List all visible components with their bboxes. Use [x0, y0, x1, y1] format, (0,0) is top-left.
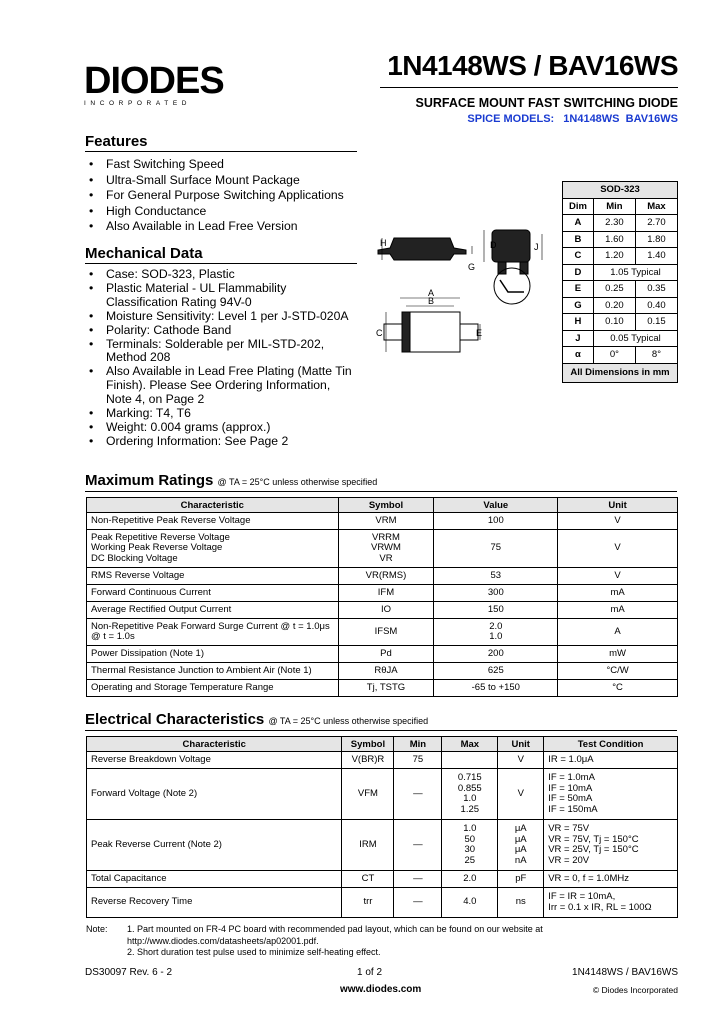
- elec-test-condition: IR = 1.0μA: [544, 752, 678, 769]
- max-characteristic: Non-Repetitive Peak Reverse Voltage: [87, 513, 339, 530]
- max-value: 2.0 1.0: [434, 619, 558, 646]
- dim-row: [563, 347, 678, 364]
- dim-value: 1.60: [593, 231, 635, 248]
- dim-label-b: B: [428, 296, 435, 306]
- dim-row: [563, 281, 678, 298]
- max-characteristic: Forward Continuous Current: [87, 585, 339, 602]
- footer-page: 1 of 2: [357, 967, 383, 978]
- mechanical-item: • Ordering Information: See Page 2: [86, 435, 358, 449]
- title-rule: [380, 87, 678, 88]
- max-value: 200: [434, 646, 558, 663]
- max-unit: mA: [558, 585, 678, 602]
- dim-name: H: [563, 314, 594, 331]
- max-row: [87, 530, 678, 568]
- features-rule: [85, 151, 357, 152]
- part-subtitle: SURFACE MOUNT FAST SWITCHING DIODE: [415, 96, 678, 110]
- max-unit: V: [558, 530, 678, 568]
- max-value: 53: [434, 568, 558, 585]
- elec-min: 75: [394, 752, 442, 769]
- spice-label: SPICE MODELS:: [467, 113, 555, 125]
- mechanical-item: • Marking: T4, T6: [86, 407, 358, 421]
- max-row: [87, 568, 678, 585]
- dim-label-j: J: [534, 242, 539, 252]
- dim-value: 2.70: [635, 215, 677, 232]
- mechanical-list: [86, 268, 358, 449]
- dim-table-title: SOD-323: [563, 182, 678, 199]
- elec-test-condition: IF = IR = 10mA, Irr = 0.1 x IR, RL = 100Ω: [544, 888, 678, 918]
- max-row: [87, 619, 678, 646]
- dim-name: E: [563, 281, 594, 298]
- feature-item: • Also Available in Lead Free Version: [86, 219, 361, 235]
- elec-min: —: [394, 871, 442, 888]
- elec-unit: ns: [498, 888, 544, 918]
- dim-name: A: [563, 215, 594, 232]
- dim-value: 0.15: [635, 314, 677, 331]
- max-value: 100: [434, 513, 558, 530]
- dim-typical: 0.05 Typical: [593, 330, 677, 347]
- max-symbol: Tj, TSTG: [338, 680, 434, 697]
- dim-value: 0.25: [593, 281, 635, 298]
- footer-website-link[interactable]: www.diodes.com: [340, 984, 422, 995]
- max-row: [87, 663, 678, 680]
- dim-value: 0.35: [635, 281, 677, 298]
- max-ratings-rule: [85, 491, 677, 492]
- elec-row: [87, 820, 678, 871]
- elec-test-condition: IF = 1.0mA IF = 10mA IF = 50mA IF = 150mA: [544, 769, 678, 820]
- feature-item: • Fast Switching Speed: [86, 157, 361, 173]
- max-unit: V: [558, 568, 678, 585]
- max-value: 300: [434, 585, 558, 602]
- dimensions-table: [562, 181, 678, 383]
- dim-value: 0.40: [635, 297, 677, 314]
- max-ratings-table: [86, 497, 678, 697]
- electrical-title: Electrical Characteristics: [85, 711, 265, 728]
- max-row: [87, 680, 678, 697]
- max-header-cell: Symbol: [338, 498, 434, 513]
- elec-characteristic: Reverse Breakdown Voltage: [87, 752, 342, 769]
- max-unit: mW: [558, 646, 678, 663]
- elec-symbol: VFM: [342, 769, 394, 820]
- dim-name: B: [563, 231, 594, 248]
- dim-label-h: H: [380, 238, 387, 248]
- elec-unit: V: [498, 752, 544, 769]
- elec-header-cell: Unit: [498, 737, 544, 752]
- elec-min: —: [394, 888, 442, 918]
- electrical-heading: [85, 711, 428, 728]
- max-characteristic: Operating and Storage Temperature Range: [87, 680, 339, 697]
- mechanical-heading: Mechanical Data: [85, 245, 203, 262]
- dim-value: 0.20: [593, 297, 635, 314]
- dim-row: [563, 314, 678, 331]
- logo-subtext: INCORPORATED: [84, 100, 192, 107]
- max-header-cell: Value: [434, 498, 558, 513]
- elec-max: 1.0 50 30 25: [442, 820, 498, 871]
- elec-header-cell: Min: [394, 737, 442, 752]
- elec-min: —: [394, 820, 442, 871]
- spice-models-link[interactable]: 1N4148WS BAV16WS: [563, 113, 678, 125]
- elec-max: [442, 752, 498, 769]
- dim-typical: 1.05 Typical: [593, 264, 677, 281]
- dim-name: G: [563, 297, 594, 314]
- max-characteristic: Thermal Resistance Junction to Ambient Air (Note 1): [87, 663, 339, 680]
- dim-label-a: A: [428, 288, 435, 298]
- max-characteristic: Average Rectified Output Current: [87, 602, 339, 619]
- feature-item: • For General Purpose Switching Applications: [86, 188, 361, 204]
- max-unit: V: [558, 513, 678, 530]
- part-title: 1N4148WS / BAV16WS: [387, 50, 678, 81]
- mechanical-item: • Terminals: Solderable per MIL-STD-202, Method 208: [86, 338, 358, 366]
- max-symbol: RθJA: [338, 663, 434, 680]
- dim-row: [563, 248, 678, 265]
- elec-test-condition: VR = 75V VR = 75V, Tj = 150°C VR = 25V, Tj = 150°C VR = 20V: [544, 820, 678, 871]
- dim-name: α: [563, 347, 594, 364]
- max-ratings-title: Maximum Ratings: [85, 472, 214, 489]
- dim-label-c: C: [376, 328, 383, 338]
- elec-characteristic: Reverse Recovery Time: [87, 888, 342, 918]
- max-unit: A: [558, 619, 678, 646]
- max-symbol: IO: [338, 602, 434, 619]
- elec-max: 4.0: [442, 888, 498, 918]
- max-characteristic: Peak Repetitive Reverse Voltage Working Peak Reverse Voltage DC Blocking Voltage: [87, 530, 339, 568]
- elec-unit: pF: [498, 871, 544, 888]
- dim-header-cell: Min: [593, 198, 635, 215]
- electrical-note: @ TA = 25°C unless otherwise specified: [268, 716, 429, 726]
- feature-item: • Ultra-Small Surface Mount Package: [86, 173, 361, 189]
- elec-max: 2.0: [442, 871, 498, 888]
- max-row: [87, 513, 678, 530]
- max-characteristic: Power Dissipation (Note 1): [87, 646, 339, 663]
- logo-text: DIODES: [84, 60, 224, 102]
- dim-row: [563, 215, 678, 232]
- max-characteristic: RMS Reverse Voltage: [87, 568, 339, 585]
- elec-test-condition: VR = 0, f = 1.0MHz: [544, 871, 678, 888]
- elec-characteristic: Total Capacitance: [87, 871, 342, 888]
- max-unit: °C/W: [558, 663, 678, 680]
- electrical-rule: [85, 730, 677, 731]
- elec-row: [87, 769, 678, 820]
- mechanical-item: • Weight: 0.004 grams (approx.): [86, 421, 358, 435]
- elec-header-cell: Characteristic: [87, 737, 342, 752]
- dim-table-footer: All Dimensions in mm: [563, 363, 678, 382]
- dim-value: 0°: [593, 347, 635, 364]
- dim-header-cell: Dim: [563, 198, 594, 215]
- max-row: [87, 585, 678, 602]
- max-row: [87, 602, 678, 619]
- note-item: 1. Part mounted on FR-4 PC board with recommended pad layout, which can be found on our website at http://www.diodes.com/datasheets/ap02001.pdf.: [127, 924, 543, 946]
- elec-max: 0.715 0.855 1.0 1.25: [442, 769, 498, 820]
- dim-row: [563, 231, 678, 248]
- dim-value: 2.30: [593, 215, 635, 232]
- max-header-cell: Unit: [558, 498, 678, 513]
- max-symbol: VRM: [338, 513, 434, 530]
- max-value: 625: [434, 663, 558, 680]
- max-value: 75: [434, 530, 558, 568]
- mechanical-rule: [85, 263, 357, 264]
- notes-list: [127, 924, 547, 959]
- max-characteristic: Non-Repetitive Peak Forward Surge Current @ t = 1.0μs @ t = 1.0s: [87, 619, 339, 646]
- spice-models-line: [467, 113, 678, 125]
- max-symbol: IFSM: [338, 619, 434, 646]
- dim-label-e: E: [476, 328, 483, 338]
- max-symbol: IFM: [338, 585, 434, 602]
- max-header-cell: Characteristic: [87, 498, 339, 513]
- company-logo: [84, 60, 224, 107]
- dim-name: C: [563, 248, 594, 265]
- elec-symbol: V(BR)R: [342, 752, 394, 769]
- elec-header-cell: Max: [442, 737, 498, 752]
- max-unit: mA: [558, 602, 678, 619]
- dim-name: J: [563, 330, 594, 347]
- mechanical-item: • Case: SOD-323, Plastic: [86, 268, 358, 282]
- dim-value: 0.10: [593, 314, 635, 331]
- elec-symbol: IRM: [342, 820, 394, 871]
- elec-min: —: [394, 769, 442, 820]
- dim-name: D: [563, 264, 594, 281]
- dim-value: 8°: [635, 347, 677, 364]
- max-value: 150: [434, 602, 558, 619]
- max-symbol: VR(RMS): [338, 568, 434, 585]
- mechanical-item: • Polarity: Cathode Band: [86, 324, 358, 338]
- elec-row: [87, 752, 678, 769]
- dim-value: 1.80: [635, 231, 677, 248]
- dim-table-header: [563, 198, 678, 215]
- dim-row: [563, 330, 678, 347]
- mechanical-item: • Plastic Material - UL Flammability Classification Rating 94V-0: [86, 282, 358, 310]
- elec-characteristic: Peak Reverse Current (Note 2): [87, 820, 342, 871]
- elec-header-cell: Test Condition: [544, 737, 678, 752]
- mechanical-item: • Moisture Sensitivity: Level 1 per J-STD-020A: [86, 310, 358, 324]
- notes-label: Note:: [86, 924, 108, 934]
- max-ratings-heading: [85, 472, 377, 489]
- elec-symbol: CT: [342, 871, 394, 888]
- feature-item: • High Conductance: [86, 204, 361, 220]
- elec-unit: V: [498, 769, 544, 820]
- footer-copyright: © Diodes Incorporated: [592, 985, 678, 995]
- elec-row: [87, 871, 678, 888]
- elec-characteristic: Forward Voltage (Note 2): [87, 769, 342, 820]
- dim-row: [563, 297, 678, 314]
- dim-value: 1.20: [593, 248, 635, 265]
- dim-row: [563, 264, 678, 281]
- package-outline-diagram: [372, 220, 560, 372]
- dim-label-g: G: [468, 262, 476, 272]
- elec-symbol: trr: [342, 888, 394, 918]
- footer-doc-number: DS30097 Rev. 6 - 2: [85, 967, 173, 978]
- dim-value: 1.40: [635, 248, 677, 265]
- features-list: [86, 157, 361, 235]
- dim-label-d: D: [490, 240, 497, 250]
- dim-header-cell: Max: [635, 198, 677, 215]
- max-ratings-note: @ TA = 25°C unless otherwise specified: [217, 477, 378, 487]
- max-unit: °C: [558, 680, 678, 697]
- max-value: -65 to +150: [434, 680, 558, 697]
- max-symbol: Pd: [338, 646, 434, 663]
- note-item: 2. Short duration test pulse used to minimize self-heating effect.: [127, 947, 381, 957]
- elec-row: [87, 888, 678, 918]
- elec-unit: μA μA μA nA: [498, 820, 544, 871]
- elec-header-cell: Symbol: [342, 737, 394, 752]
- mechanical-item: • Also Available in Lead Free Plating (Matte Tin Finish). Please See Ordering Information, Note 4, on Page 2: [86, 365, 358, 407]
- footer-part: 1N4148WS / BAV16WS: [572, 967, 678, 978]
- features-heading: Features: [85, 133, 148, 150]
- electrical-table: [86, 736, 678, 918]
- max-row: [87, 646, 678, 663]
- max-symbol: VRRM VRWM VR: [338, 530, 434, 568]
